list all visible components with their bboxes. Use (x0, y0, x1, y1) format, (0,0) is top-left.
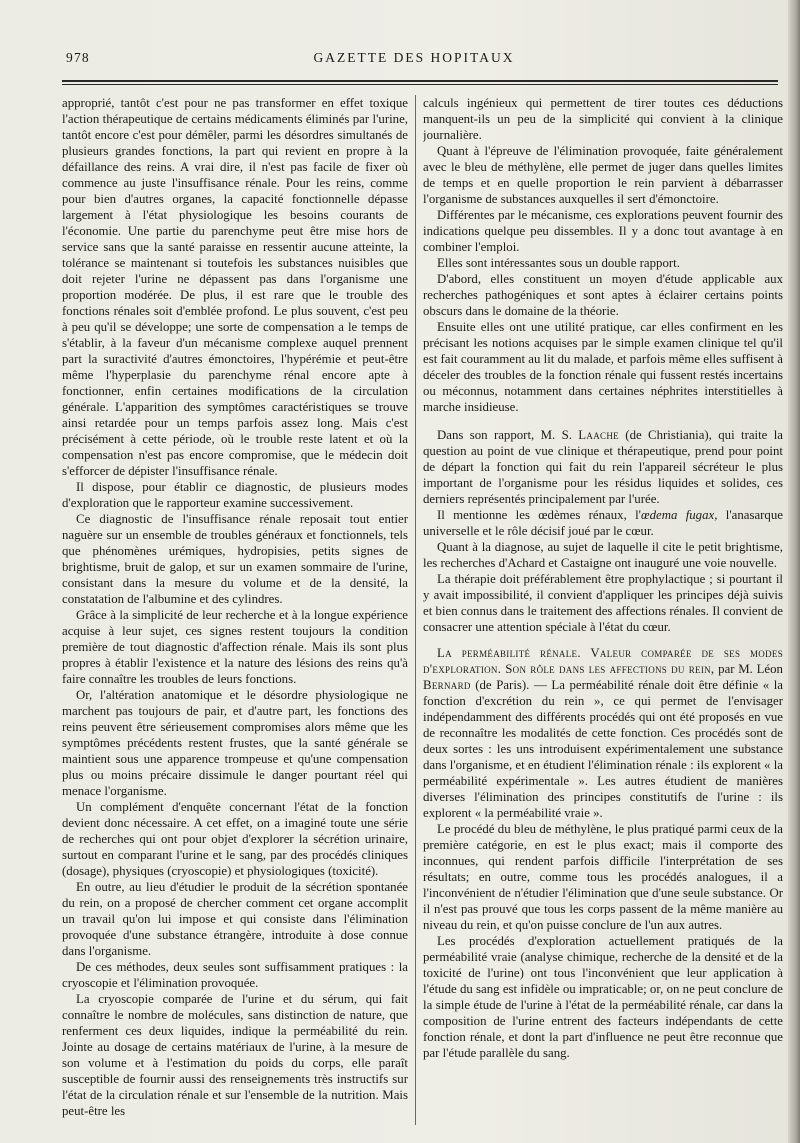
paragraph: Grâce à la simplicité de leur recherche et à la longue expérience acquise à leur sujet, ces signes restent toujours la condition première de tout diagnostic d'affection rénale. Mais ils sont plus propres à établir l'existence et la nature des lésions des reins qu'à faire connaître les troubles de leurs fonctions. (62, 608, 408, 686)
section-title: La perméabilité rénale. Valeur comparée de ses modes d'exploration. Son rôle dans les affections du rein, (423, 646, 783, 676)
author-name: Bernard (423, 678, 471, 692)
text-run: , l'anasarque universelle et le rôle décisif joué par le cœur. (423, 508, 783, 538)
paragraph: Différentes par le mécanisme, ces explorations peuvent fournir des indications quelque peu dissembles. Il y a donc tout avantage à en combiner l'emploi. (423, 208, 783, 254)
page-number: 978 (66, 50, 90, 65)
text-run: par M. Léon (714, 662, 783, 676)
paragraph: De ces méthodes, deux seules sont suffisamment pratiques : la cryoscopie et l'élimination provoquée. (62, 960, 408, 990)
paragraph: En outre, au lieu d'étudier le produit de la sécrétion spontanée du rein, on a proposé de chercher comment cet organe accomplit un travail qu'on lui impose et qui consiste dans l'élimination provoquée d'une substance étrangère, introduite à dose connue dans l'organisme. (62, 880, 408, 958)
header-rule-thick (62, 80, 778, 82)
journal-title: GAZETTE DES HOPITAUX (313, 50, 515, 65)
paragraph: Elles sont intéressantes sous un double rapport. (437, 256, 680, 270)
paragraph: Le procédé du bleu de méthylène, le plus pratiqué parmi ceux de la première catégorie, en est le plus exact; mais il comporte des inconnues, qui rendent parfois difficile l'interprétation de ses résultats; en outre, comme tous les procédés analogues, il a l'inconvénient de n'étudier l'élimination que d'une seule substance. Or il n'est pas prouvé que tous les corps passent de la même manière au niveau du rein, et qu'on puisse conclure de l'un aux autres. (423, 822, 783, 932)
text-run: Il mentionne les œdèmes rénaux, l' (437, 508, 641, 522)
page-header (62, 50, 766, 72)
paragraph: Ce diagnostic de l'insuffisance rénale reposait tout entier naguère sur un ensemble de troubles généraux et fonctionnels, tels que phénomènes urémiques, hydropisies, petits signes de brightisme, bruit de galop, et sur un examen sommaire de l'urine, consistant dans la mesure du volume et de la densité, la constatation de l'albumine et des cylindres. (62, 512, 408, 606)
paragraph: La thérapie doit préférablement être prophylactique ; si pourtant il y avait impossibilité, il convient d'appliquer les principes déjà suivis et bien connus dans le traitement des affections rénales. Il convient de consacrer une attention spéciale à l'état du cœur. (423, 572, 783, 634)
paragraph: Ensuite elles ont une utilité pratique, car elles confirment en les précisant les notions acquises par le simple examen clinique tel qu'il est fait couramment au lit du malade, et parfois même elles suffisent à déceler des troubles de la fonction rénale qui fussent restés incertains ou méconnus, notamment dans certaines néphrites interstitielles à marche insidieuse. (423, 320, 783, 414)
text-run: (de Paris). — La perméabilité rénale doit être définie « la fonction d'excrétion du rein », ce qui permet de l'envisager indépendamment des différents procédés qui ont été proposés en vue de reconnaître les modalités de cette fonction. Ces procédés sont de deux sortes : les uns introduisent expérimentalement une substance dans l'organisme, et en étudient l'élimination rénale : ils explorent « la perméabilité expérimentale ». Les autres étudient de manières diverses l'élimination des principes constitutifs de l'urine : ils explorent « la perméabilité vraie ». (423, 678, 783, 820)
left-column (62, 95, 408, 1135)
author-name: Laache (578, 428, 619, 442)
paragraph-laache (423, 427, 783, 507)
paragraph: Quant à l'épreuve de l'élimination provoquée, faite généralement avec le bleu de méthylène, elle permet de juger dans quelles limites de temps et en quelle proportion le rein parvient à débarrasser l'organisme de substances auxquelles il sert d'émonctoire. (423, 144, 783, 206)
paragraph (423, 507, 783, 539)
paragraph: Les procédés d'exploration actuellement pratiqués de la perméabilité vraie (analyse chimique, recherche de la densité et de la toxicité de l'urine) ont tous l'inconvénient que leur application à l'étude du sang est infidèle ou impraticable; or, on ne peut conclure de la simple étude de l'urine à l'état de la perméabilité rénale, car dans la composition de l'urine entrent des facteurs indépendants de cette fonction rénale, et dont la part d'influence ne peut être reconnue que par l'étude parallèle du sang. (423, 934, 783, 1060)
section-paragraph (423, 645, 783, 821)
text-run: Dans son rapport, M. S. (437, 428, 579, 442)
paragraph: Il dispose, pour établir ce diagnostic, de plusieurs modes d'exploration que le rapporteur examine successivement. (62, 480, 408, 510)
right-column (423, 95, 783, 1135)
latin-term: œdema fugax (641, 508, 715, 522)
column-divider (415, 95, 416, 1125)
paragraph: calculs ingénieux qui permettent de tirer toutes ces déductions manquent-ils un peu de la simplicité qui convient à la clinique journalière. (423, 96, 783, 142)
paragraph: La cryoscopie comparée de l'urine et du sérum, qui fait connaître le nombre de molécules, sans distinction de nature, que renferment ces deux liquides, indique la perméabilité du rein. Jointe au dosage de certains matériaux de l'urine, à la mesure de son volume et à l'estimation du poids du corps, elle paraît susceptible de fournir aussi des renseignements très instructifs sur l'état de la circulation rénale et sur l'ensemble de la nutrition. Mais peut-être les (62, 992, 408, 1118)
paragraph: D'abord, elles constituent un moyen d'étude applicable aux recherches pathogéniques et sont aptes à éclairer certains points obscurs dans le domaine de la théorie. (423, 272, 783, 318)
paragraph: Quant à la diagnose, au sujet de laquelle il cite le petit brightisme, les recherches d'Achard et Castaigne ont inauguré une voie nouvelle. (423, 540, 783, 570)
paragraph: Or, l'altération anatomique et le désordre physiologique ne marchent pas toujours de pair, et d'autre part, les fonctions des reins peuvent être sérieusement compromises alors même que les symptômes précédents restent frustes, que la santé générale se maintient sous une apparence trompeuse et qu'une compensation plus ou moins précaire dissimule le danger pourtant réel qui menace l'organisme. (62, 688, 408, 798)
book-spine-edge (788, 0, 800, 1143)
header-rule-thin (62, 84, 778, 85)
text-run: (de Christiania), qui traite la question au point de vue clinique et thérapeutique, prend pour point de départ la fonction qui fait du rein l'appareil sécréteur le plus important de l'organisme pour les résidus liquides et solides, ces derniers représentés principalement par l'urée. (423, 428, 783, 506)
paragraph: Un complément d'enquête concernant l'état de la fonction devient donc nécessaire. A cet effet, on a imaginé toute une série de recherches qui ont pour objet d'explorer la sécrétion urinaire, surtout en comparant l'urine et le sang, par des procédés cliniques (dosage), physiques (cryoscopie) et physiologiques (toxicité). (62, 800, 408, 878)
paragraph: approprié, tantôt c'est pour ne pas transformer en effet toxique l'action thérapeutique de certains médicaments éliminés par l'urine, tantôt encore c'est pour démêler, parmi les désordres simultanés de plusieurs grandes fonctions, la part qui revient en propre à la défaillance des reins. A vrai dire, il n'est pas facile de fixer où commence au juste l'insuffisance rénale. Pour les reins, comme pour bien d'autres organes, la capacité fonctionnelle dépasse largement à l'état physiologique les besoins courants de l'économie. Une partie du parenchyme peut être mise hors de service sans que la santé paraisse en ressentir aucune atteinte, la tolérance se maintenant si toutefois les substances nuisibles que doit rejeter l'urine ne dépassent pas dans l'organisme une proportion modérée. De plus, il est rare que le trouble des fonctions rénales soit d'emblée profond. Le plus souvent, c'est peu à peu qu'il se développe; une sorte de compensation a le temps de s'établir, à la faveur d'un mécanisme complexe auquel prennent part la suractivité d'autres émonctoires, l'hypérémie et peut-être même l'hyperplasie du parenchyme rénal encore apte à fonctionner, enfin certaines modifications de la circulation générale. L'apparition des symptômes caractéristiques se trouve ainsi retardée pour un temps parfois assez long. Mais c'est précisément à cette période, où le trouble reste latent et où la compensation n'est pas encore compromise, que le médecin doit s'efforcer de dépister l'insuffisance rénale. (62, 96, 408, 478)
